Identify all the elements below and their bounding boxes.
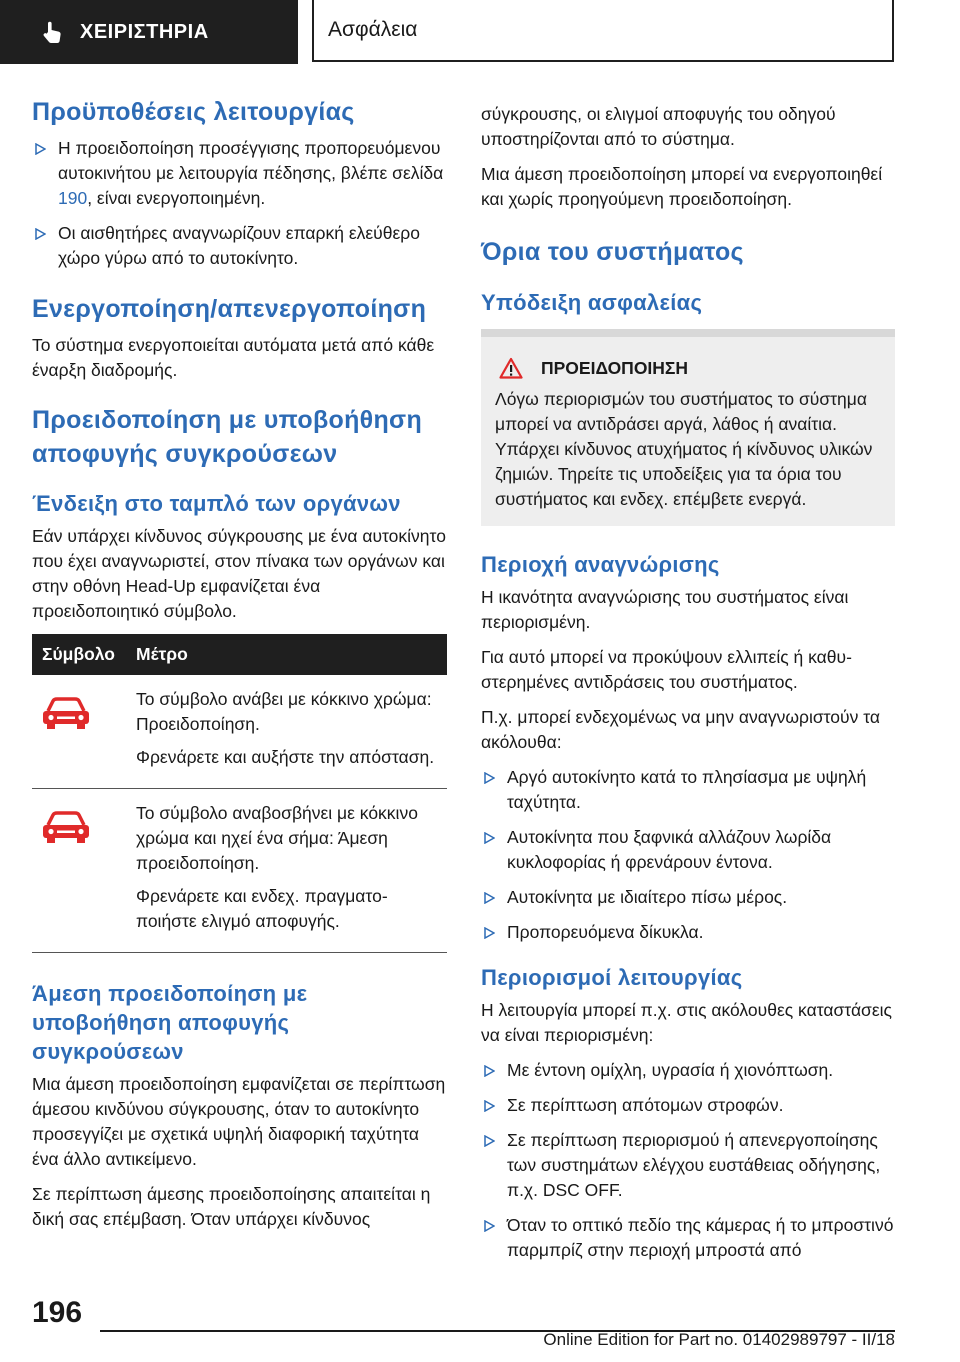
cluster-text: Εάν υπάρχει κίνδυνος σύγκρουσης με ένα αυτοκίνητο που έχει αναγνωριστεί, στον πίνακα των οργάνων και στην οθόνη Head-Up εμφανίζεται ένα προειδοποιητικό σύμβολο. — [32, 526, 446, 621]
list-item-text: Σε περίπτωση περιορισμού ή απενεργοποίησης των συστημάτων ελέγχου ευστάθειας οδήγησης, π.χ. DSC OFF. — [507, 1130, 881, 1200]
list-item — [481, 1093, 895, 1118]
list-item-text: Σε περίπτωση απότομων στροφών. — [507, 1095, 784, 1115]
heading-function-limits: Περιορισμοί λειτουργίας — [481, 965, 743, 990]
warning-text: Λόγω περιορισμών του συστήματος το σύστημα μπορεί να αντιδράσει αργά, λάθος ή αναίτια. Υπάρχει κίνδυνος ατυχήματος ή κίνδυνος υλικών ζημιών. Τηρείτε τις υποδείξεις για τα όρια του συστήματος και ενδεχ. επέμβετε ενεργά. — [495, 389, 873, 509]
triangle-bullet-icon — [484, 772, 495, 784]
list-item — [481, 1128, 895, 1203]
table-header-row — [32, 634, 447, 675]
function-limits-text: Η λειτουργία μπορεί π.χ. στις ακόλουθες καταστάσεις να είναι περιορισμένη: — [481, 1000, 892, 1045]
measure-text: Φρενάρετε και αυξήστε την απόσταση. — [136, 747, 435, 767]
heading-safety-note: Υπόδειξη ασφαλείας — [481, 290, 703, 315]
symbol-table — [32, 634, 447, 953]
manual-section-label: ΧΕΙΡΙΣΤΗΡΙΑ — [80, 20, 209, 43]
list-item-text: , είναι ενεργοποιημένη. — [87, 188, 266, 208]
heading-detection-area: Περιοχή αναγνώρισης — [481, 552, 720, 577]
measure-text: Το σύμβολο αναβοσβήνει με κόκκινο χρώμα και ηχεί ένα σήμα: Άμεση προειδοποίηση. — [136, 803, 418, 873]
measure-text: Το σύμβολο ανάβει με κόκκινο χρώμα: Προειδοποίηση. — [136, 689, 432, 734]
list-item — [481, 920, 895, 945]
column-header-symbol: Σύμβολο — [32, 634, 126, 675]
list-item-text: Προπορευόμενα δίκυκλα. — [507, 922, 704, 942]
heading-collision-warning: Προειδοποίηση με υποβοήθηση αποφυγής συγκρούσεων — [32, 406, 423, 468]
list-item — [481, 765, 895, 815]
symbol-cell — [32, 675, 126, 789]
triangle-bullet-icon — [35, 228, 46, 240]
list-item-text: Η προειδοποίηση προσέγγισης προπορευόμενου αυτοκινήτου με λειτουργία πέδησης, βλέπε σελίδα — [58, 138, 444, 183]
list-item-text: Αυτοκίνητα με ιδιαίτερο πίσω μέρος. — [507, 887, 788, 907]
list-item — [481, 1213, 895, 1263]
chapter-title: Ασφάλεια — [328, 18, 418, 41]
right-column — [481, 102, 895, 1273]
measure-text: Φρενάρετε και ενδεχ. πραγματοποιήστε ελιγμό αποφυγής. — [136, 886, 388, 931]
activation-text: Το σύστημα ενεργοποιείται αυτόματα μετά από κάθε έναρξη διαδρομής. — [32, 335, 435, 380]
triangle-bullet-icon — [484, 1135, 495, 1147]
column-header-measure: Μέτρο — [126, 634, 447, 675]
detection-text: Π.χ. μπορεί ενδεχομένως να μην αναγνωριστούν τα ακόλουθα: — [481, 707, 881, 752]
page-number: 196 — [32, 1296, 83, 1329]
left-column — [32, 96, 447, 1242]
list-item — [481, 825, 895, 875]
list-item — [481, 885, 895, 910]
measure-cell — [126, 675, 447, 789]
list-item-text: Οι αισθητήρες αναγνωρίζουν επαρκή ελεύθερο χώρο γύρω από το αυτοκίνητο. — [58, 223, 420, 268]
list-item-text: Όταν το οπτικό πεδίο της κάμερας ή το μπροστινό παρμπρίζ στην περιοχή μπροστά από — [507, 1215, 894, 1260]
red-car-warning-icon — [40, 697, 92, 731]
measure-cell — [126, 789, 447, 953]
page-link-190[interactable]: 190 — [58, 188, 88, 208]
triangle-bullet-icon — [484, 927, 495, 939]
chapter-header — [312, 0, 894, 62]
triangle-bullet-icon — [484, 892, 495, 904]
prerequisites-list — [32, 136, 447, 271]
list-item-text: Με έντονη ομίχλη, υγρασία ή χιονόπτωση. — [507, 1060, 834, 1080]
symbol-cell — [32, 789, 126, 953]
detection-text: Για αυτό μπορεί να προκύψουν ελλιπείς ή καθυστερημένες αντιδράσεις του συστήματος. — [481, 647, 852, 692]
red-car-warning-icon — [40, 811, 92, 845]
function-limits-list — [481, 1058, 895, 1263]
list-item — [32, 221, 447, 271]
triangle-bullet-icon — [484, 1065, 495, 1077]
triangle-bullet-icon — [484, 1220, 495, 1232]
triangle-bullet-icon — [484, 832, 495, 844]
triangle-bullet-icon — [484, 1100, 495, 1112]
heading-instrument-cluster: Ένδειξη στο ταμπλό των οργάνων — [32, 491, 401, 516]
list-item — [32, 136, 447, 211]
table-row — [32, 789, 447, 953]
hand-pointer-icon — [40, 19, 66, 45]
list-item — [481, 1058, 895, 1083]
list-item-text: Αυτοκίνητα που ξαφνικά αλλάζουν λωρίδα κυκλοφορίας ή φρενάρουν έντονα. — [507, 827, 832, 872]
warning-triangle-icon — [499, 357, 523, 379]
warning-box — [481, 329, 895, 526]
table-row — [32, 675, 447, 789]
detection-list — [481, 765, 895, 945]
heading-prerequisites: Προϋποθέσεις λειτουργίας — [32, 98, 355, 126]
heading-direct-warning: Άμεση προειδοποίηση με υποβοήθηση αποφυγής συγκρούσεων — [32, 981, 308, 1064]
continued-text-2: Μια άμεση προειδοποίηση μπορεί να ενεργοποιηθεί και χωρίς προηγούμενη προειδοποίηση. — [481, 164, 883, 209]
direct-warning-text-2: Σε περίπτωση άμεσης προειδοποίησης απαιτείται η δική σας επέμβαση. Όταν υπάρχει κίνδυνος — [32, 1184, 431, 1229]
triangle-bullet-icon — [35, 143, 46, 155]
continued-text: σύγκρουσης, οι ελιγμοί αποφυγής του οδηγού υποστηρίζονται από το σύστημα. — [481, 104, 836, 149]
list-item-text: Αργό αυτοκίνητο κατά το πλησίασμα με υψηλή ταχύτητα. — [507, 767, 867, 812]
direct-warning-text: Μια άμεση προειδοποίηση εμφανίζεται σε περίπτωση άμεσου κινδύνου σύγκρουσης, όταν το αυτοκίνητο προσεγγίζει με σχετικά υψηλή διαφορική ταχύτητα ένα άλλο αντικείμενο. — [32, 1074, 446, 1169]
heading-system-limits: Όρια του συστήματος — [481, 238, 744, 266]
heading-activation: Ενεργοποίηση/απενεργοποίηση — [32, 295, 427, 323]
warning-heading: ΠΡΟΕΙΔΟΠΟΙΗΣΗ — [541, 357, 689, 378]
edition-note: Online Edition for Part no. 01402989797 - II/18 — [543, 1330, 895, 1349]
detection-text: Η ικανότητα αναγνώρισης του συστήματος είναι περιορισμένη. — [481, 587, 849, 632]
manual-section-tab[interactable] — [0, 0, 298, 64]
